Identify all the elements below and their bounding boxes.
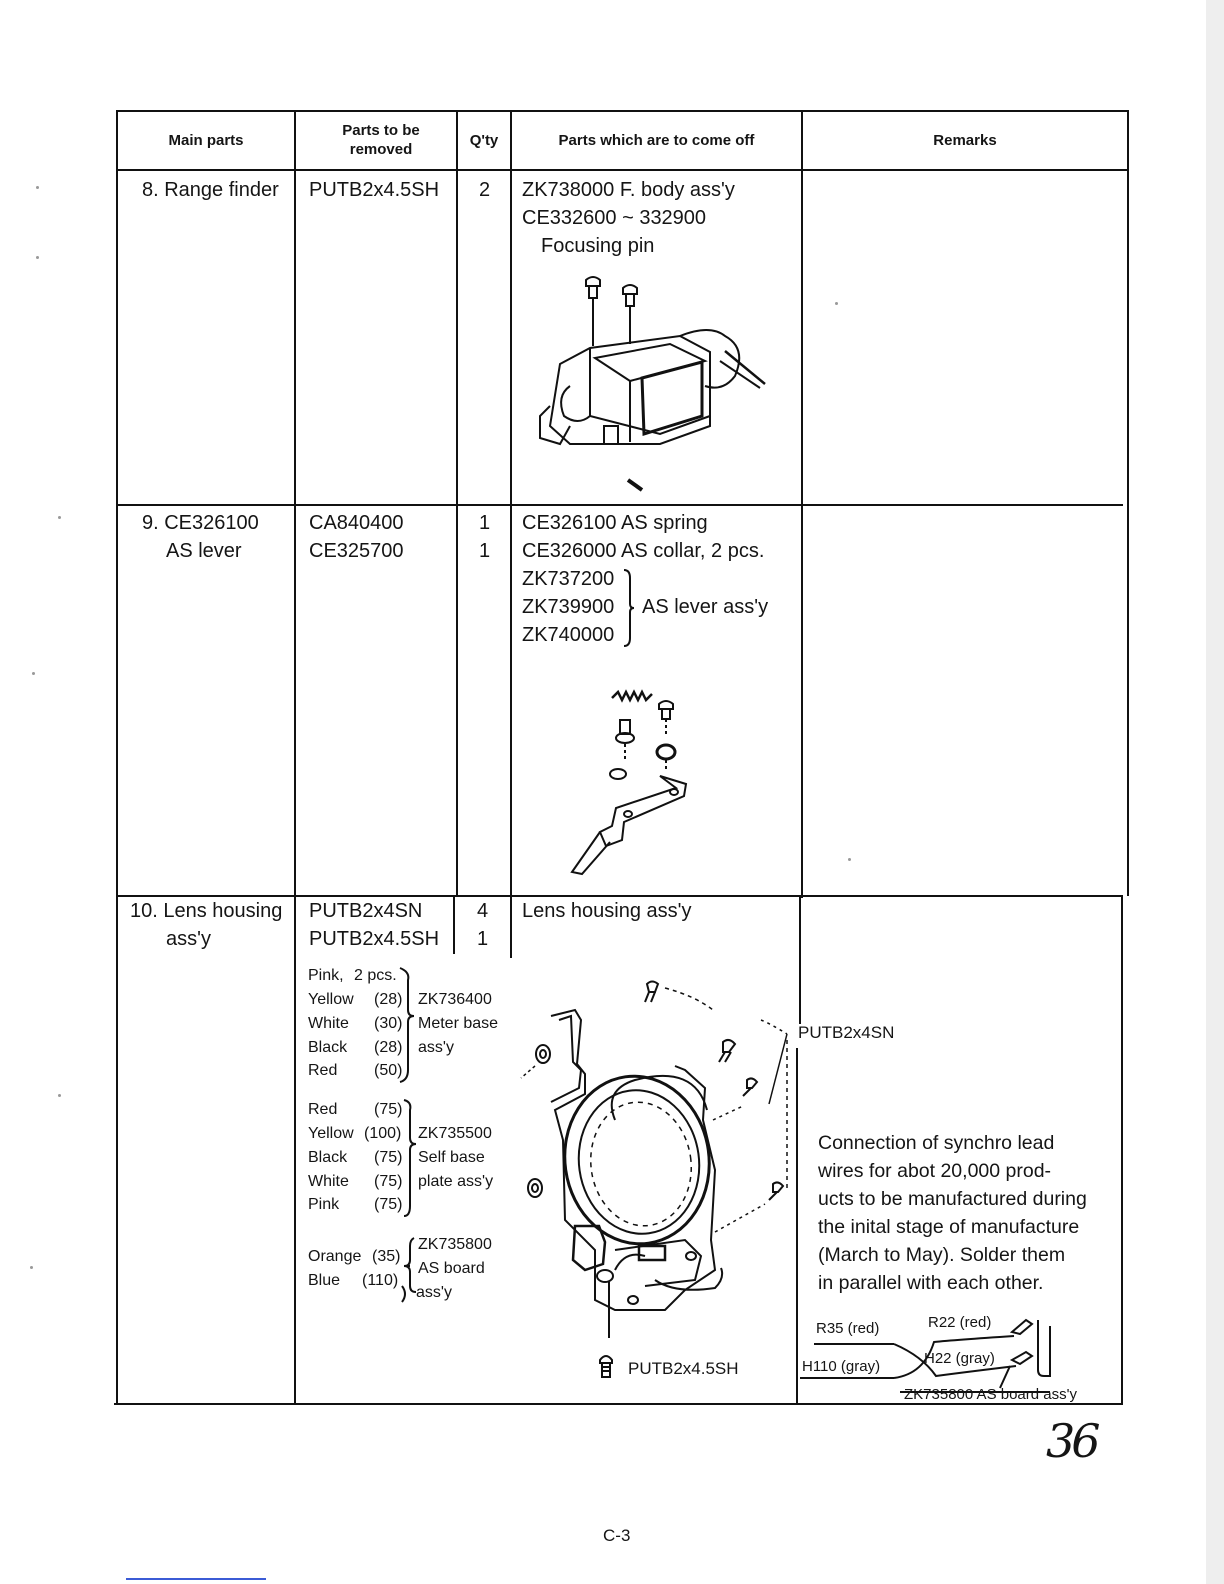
wire-orange-color: Orange	[308, 1248, 362, 1265]
col-border-2a	[456, 110, 458, 896]
speck	[848, 858, 851, 861]
col-border-4a	[801, 110, 803, 898]
footer-underline	[126, 1578, 266, 1580]
remark-line-2: wires for abot 20,000 prod-	[818, 1160, 1052, 1182]
col-border-right	[1127, 110, 1129, 896]
speck	[58, 516, 61, 519]
wire-white75-color: White	[308, 1173, 349, 1190]
row8-come-off-1: ZK738000 F. body ass'y	[522, 179, 735, 201]
wire-yellow100-color: Yellow	[308, 1125, 354, 1142]
wire-group2-label-1: Self base	[418, 1149, 485, 1166]
callout-bottom-screw: PUTB2x4.5SH	[628, 1359, 739, 1378]
wire-group2-label-2: plate ass'y	[418, 1173, 494, 1190]
header-bottom-border	[116, 169, 1129, 171]
remark-line-1: Connection of synchro lead	[818, 1132, 1055, 1154]
wire-blue-count: (110)	[362, 1272, 399, 1289]
wire-group1-label-2: ass'y	[418, 1039, 454, 1056]
as-lever-illustration	[560, 676, 700, 876]
wire-red75-count: (75)	[374, 1101, 403, 1118]
header-parts-come-off: Parts which are to come off	[558, 131, 755, 149]
row9-lever-code-3: ZK740000	[522, 624, 615, 646]
speck	[32, 672, 35, 675]
row8-come-off-3: Focusing pin	[541, 235, 655, 257]
wire-blue-color: Blue	[308, 1272, 341, 1289]
wire-white-color: White	[308, 1015, 349, 1032]
wiring-r35: R35 (red)	[816, 1320, 880, 1337]
range-finder-illustration	[520, 266, 780, 498]
wire-group1-label-1: Meter base	[418, 1015, 499, 1032]
wire-white-count: (30)	[374, 1015, 403, 1032]
row9-lever-code-1: ZK737200	[522, 568, 615, 590]
header-qty: Q'ty	[469, 131, 499, 149]
lens-housing-illustration	[515, 970, 800, 1350]
speck	[36, 256, 39, 259]
wire-group1-part: ZK736400	[418, 991, 492, 1008]
row10-removed-1: PUTB2x4SN	[309, 900, 423, 922]
row9-come-off-2: CE326000 AS collar, 2 pcs.	[522, 540, 765, 562]
screw-icon	[598, 1354, 614, 1380]
row9-lever-code-2: ZK739900	[522, 596, 615, 618]
row9-removed-2: CE325700	[309, 540, 404, 562]
wire-group1-brace	[400, 966, 420, 1084]
wire-group3-label-2: ass'y	[416, 1284, 452, 1301]
wire-orange-count: (35)	[372, 1248, 401, 1265]
wire-pink75-color: Pink	[308, 1196, 340, 1213]
header-parts-removed: Parts to be removed	[342, 122, 420, 158]
speck	[58, 1094, 61, 1097]
row8-qty: 2	[479, 179, 491, 201]
wiring-h110: H110 (gray)	[802, 1358, 881, 1375]
row10-removed-2: PUTB2x4.5SH	[309, 928, 440, 950]
wire-pink-count: 2 pcs.	[354, 967, 397, 984]
remark-line-3: ucts to be manufactured during	[818, 1188, 1087, 1210]
wire-pink-color: Pink,	[308, 967, 344, 984]
handwritten-page-number: 36	[1046, 1414, 1097, 1468]
row10-qty-2: 1	[477, 928, 489, 950]
col-border-1	[294, 110, 296, 1405]
header-main-parts: Main parts	[168, 131, 244, 149]
page-footer: C-3	[603, 1526, 631, 1545]
row8-removed: PUTB2x4.5SH	[309, 179, 440, 201]
wire-group3-part: ZK735800	[418, 1236, 492, 1253]
row9-qty-2: 1	[479, 540, 491, 562]
speck	[30, 1266, 33, 1269]
wire-white75-count: (75)	[374, 1173, 403, 1190]
col-border-right-low	[1121, 896, 1123, 1405]
callout-top-screw: PUTB2x4SN	[798, 1023, 895, 1042]
header-remarks: Remarks	[933, 131, 997, 149]
remark-line-5: (March to May). Solder them	[818, 1244, 1066, 1266]
row9-lever-brace	[624, 568, 644, 648]
row10-main-part-line2: ass'y	[166, 928, 211, 950]
col-border-2b	[453, 896, 455, 954]
wire-group3-label-1: AS board	[418, 1260, 485, 1277]
row8-main-part: 8. Range finder	[142, 179, 279, 201]
row9-qty-1: 1	[479, 512, 491, 534]
wire-black-count: (28)	[374, 1039, 403, 1056]
row9-main-part-line1: 9. CE326100	[142, 512, 259, 534]
wire-red75-color: Red	[308, 1101, 338, 1118]
row9-main-part-line2: AS lever	[166, 540, 242, 562]
row10-come-off: Lens housing ass'y	[522, 900, 692, 922]
wiring-h22: H22 (gray)	[924, 1350, 995, 1367]
wire-pink75-count: (75)	[374, 1196, 403, 1213]
wiring-r22: R22 (red)	[928, 1314, 992, 1331]
row9-come-off-1: CE326100 AS spring	[522, 512, 708, 534]
wiring-board-label: ZK735800 AS board ass'y	[904, 1386, 1077, 1403]
speck	[835, 302, 838, 305]
wire-yellow-color: Yellow	[308, 991, 354, 1008]
wire-yellow100-count: (100)	[364, 1125, 402, 1142]
wire-black75-color: Black	[308, 1149, 348, 1166]
wire-group2-part: ZK735500	[418, 1125, 492, 1142]
wire-yellow-count: (28)	[374, 991, 403, 1008]
row10-main-part-line1: 10. Lens housing	[130, 900, 283, 922]
remark-line-6: in parallel with each other.	[818, 1272, 1044, 1294]
row9-removed-1: CA840400	[309, 512, 404, 534]
wire-black-color: Black	[308, 1039, 348, 1056]
wire-red-color: Red	[308, 1062, 338, 1079]
wire-red-count: (50)	[374, 1062, 403, 1079]
col-border-left	[116, 110, 118, 1405]
wire-black75-count: (75)	[374, 1149, 403, 1166]
speck	[36, 186, 39, 189]
remark-line-4: the inital stage of manufacture	[818, 1216, 1080, 1238]
row8-come-off-2: CE332600 ~ 332900	[522, 207, 707, 229]
row8-bottom-border	[116, 504, 1123, 506]
row9-lever-label: AS lever ass'y	[642, 596, 769, 618]
row10-qty-1: 4	[477, 900, 489, 922]
col-border-3	[510, 110, 512, 958]
